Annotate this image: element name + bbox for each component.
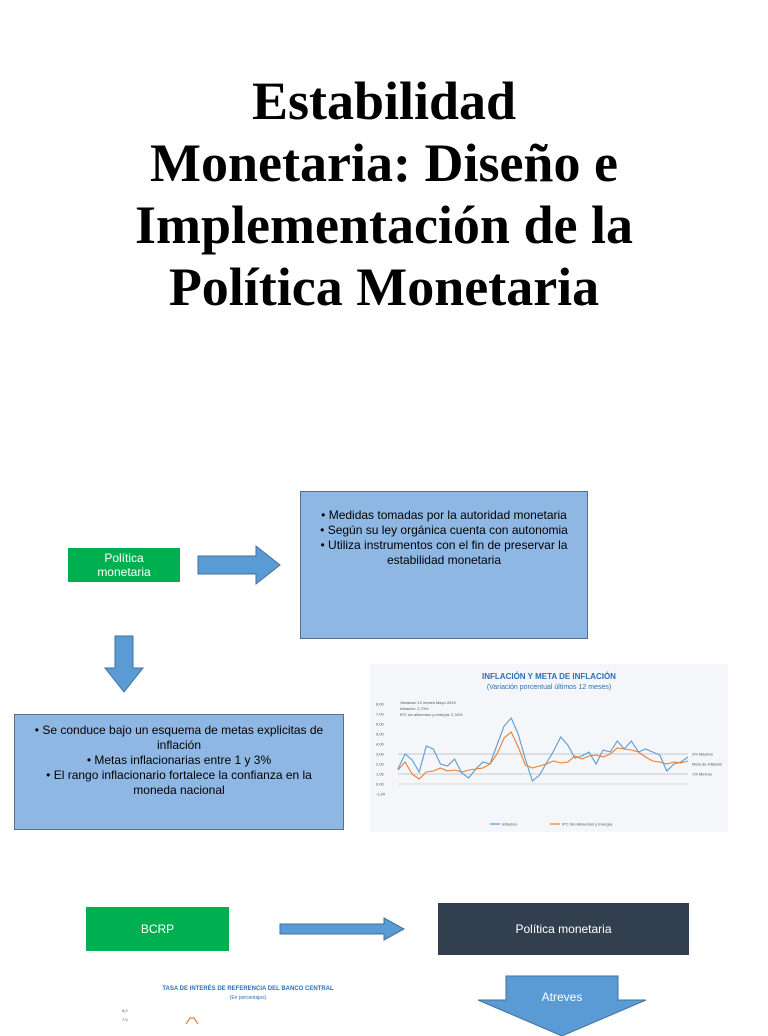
medidas-box (300, 491, 588, 639)
politica-monetaria-dark-box (438, 903, 689, 955)
y-tick-label: 2,00 (376, 761, 384, 767)
title-line-2: Monetaria: Diseño e (150, 133, 618, 193)
y-tick-label: 1,00 (376, 771, 384, 777)
right-arrow-icon (280, 918, 404, 940)
series-line-inflacion (398, 718, 688, 781)
atreves-label: Atreves (541, 990, 583, 1004)
metas-item: • El rango inflacionario fortalece la confianza en la moneda nacional (23, 768, 335, 798)
y-tick-label: 5,00 (376, 731, 384, 737)
y-tick-label: 7,00 (376, 711, 384, 717)
chart-title: INFLACIÓN Y META DE INFLACIÓN (482, 672, 616, 681)
series-line-ipc-sin-alimentos (398, 732, 688, 779)
slide-title (60, 70, 708, 318)
chart-subtitle: (En porcentajes) (229, 995, 267, 1001)
medidas-item: • Medidas tomadas por la autoridad monetaria (309, 508, 579, 523)
legend-label: Inflación (502, 821, 517, 827)
chart-subtitle: (Variación porcentual últimos 12 meses) (486, 684, 612, 691)
chart-annotation: Variación 12 meses Mayo 2019 (400, 700, 456, 705)
band-label: 3% Máximo (692, 751, 713, 757)
bcrp-box (86, 907, 229, 951)
band-label: Meta de inflación (692, 761, 723, 767)
politica-monetaria-box (68, 548, 180, 582)
politica-monetaria-label: Política monetaria (97, 551, 151, 579)
politica-monetaria-dark-label: Política monetaria (515, 922, 612, 936)
metas-box (14, 714, 344, 830)
right-arrow-icon (198, 546, 280, 584)
title-line-3: Implementación de la (135, 195, 633, 255)
y-tick-label: 7,0 (122, 1017, 128, 1022)
interest-rate-chart (116, 980, 380, 1024)
y-tick-label: 8,00 (376, 701, 384, 707)
y-tick-label: 4,00 (376, 741, 384, 747)
chart-annotation: Inflación: 2,73% (400, 706, 429, 711)
y-tick-label: 8,0 (122, 1008, 128, 1013)
y-tick-label: -1,00 (376, 791, 386, 797)
chart-title: TASA DE INTERÉS DE REFERENCIA DEL BANCO CENTRAL (162, 986, 334, 992)
band-label: 1% Mínimo (692, 771, 713, 777)
y-tick-label: 3,00 (376, 751, 384, 757)
inflation-chart-plot (370, 664, 728, 832)
inflation-chart (370, 664, 728, 832)
title-line-1: Estabilidad (251, 71, 517, 131)
y-tick-label: 0,00 (376, 781, 384, 787)
legend-label: IPC Sin Alimentos y Energía (562, 821, 613, 827)
interest-rate-plot (116, 980, 380, 1024)
chart-annotation: IPC sin alimentos y energía: 2,34% (400, 712, 463, 717)
bcrp-label: BCRP (140, 922, 175, 936)
atreves-arrow-icon (488, 976, 636, 1036)
medidas-item: • Utiliza instrumentos con el fin de preservar la estabilidad monetaria (309, 538, 579, 568)
metas-item: • Se conduce bajo un esquema de metas explicitas de inflación (23, 723, 335, 753)
metas-item: • Metas inflacionarias entre 1 y 3% (23, 753, 335, 768)
title-line-4: Política Monetaria (168, 257, 600, 317)
medidas-item: • Según su ley orgánica cuenta con autonomia (309, 523, 579, 538)
down-arrow-icon (105, 636, 143, 692)
y-tick-label: 6,00 (376, 721, 384, 727)
rate-series-line (186, 1018, 198, 1024)
